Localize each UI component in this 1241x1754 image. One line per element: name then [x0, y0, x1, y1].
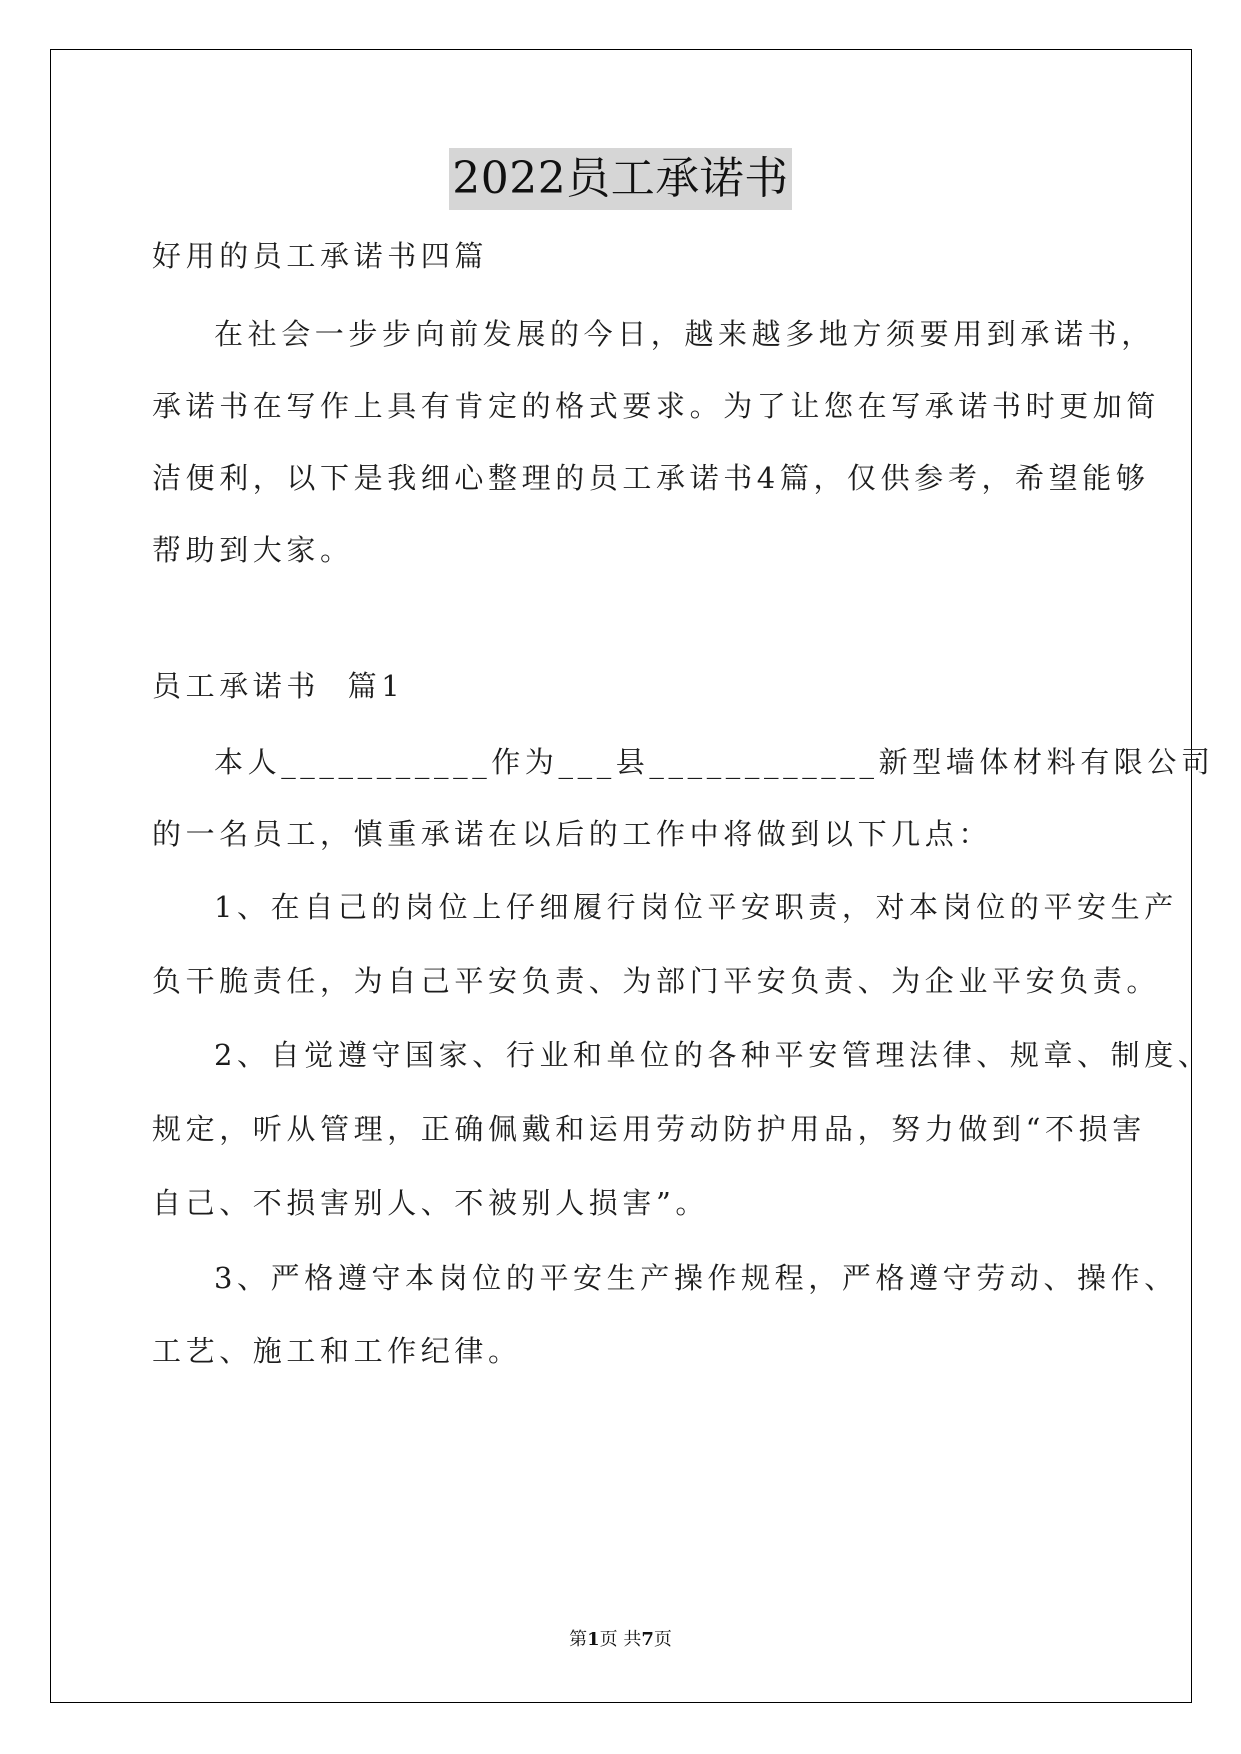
footer-page-number: 1 — [587, 1629, 600, 1650]
subtitle: 好用的员工承诺书四篇 — [152, 239, 489, 273]
document-title: 2022员工承诺书 — [449, 148, 791, 210]
intro-line-2: 承诺书在写作上具有肯定的格式要求。为了让您在写承诺书时更加简 — [152, 389, 1161, 423]
page-footer — [0, 1628, 1241, 1652]
page-border — [50, 49, 1192, 1703]
body-line-2: 的一名员工，慎重承诺在以后的工作中将做到以下几点： — [152, 817, 993, 851]
body-line-7: 自己、不损害别人、不被别人损害”。 — [152, 1186, 710, 1220]
body-line-5: 2、自觉遵守国家、行业和单位的各种平安管理法律、规章、制度、 — [214, 1038, 1212, 1072]
footer-mid: 页 共 — [599, 1629, 642, 1650]
body-line-9: 工艺、施工和工作纪律。 — [152, 1334, 522, 1368]
body-line-4: 负干脆责任，为自己平安负责、为部门平安负责、为企业平安负责。 — [152, 964, 1161, 998]
body-line-6: 规定，听从管理，正确佩戴和运用劳动防护用品，努力做到“不损害 — [152, 1112, 1146, 1146]
intro-line-3: 洁便利，以下是我细心整理的员工承诺书4篇，仅供参考，希望能够 — [152, 461, 1150, 495]
footer-prefix: 第 — [569, 1629, 588, 1650]
footer-total-pages: 7 — [641, 1629, 654, 1650]
title-container — [0, 148, 1241, 210]
body-line-8: 3、严格遵守本岗位的平安生产操作规程，严格遵守劳动、操作、 — [214, 1261, 1178, 1295]
section-heading: 员工承诺书 篇1 — [152, 669, 405, 703]
footer-suffix: 页 — [653, 1629, 672, 1650]
body-line-3: 1、在自己的岗位上仔细履行岗位平安职责，对本岗位的平安生产 — [214, 890, 1178, 924]
intro-line-4: 帮助到大家。 — [152, 533, 354, 567]
intro-line-1: 在社会一步步向前发展的今日，越来越多地方须要用到承诺书， — [214, 317, 1155, 351]
body-line-1: 本人___________作为___县____________新型墙体材料有限公司 — [214, 745, 1215, 779]
